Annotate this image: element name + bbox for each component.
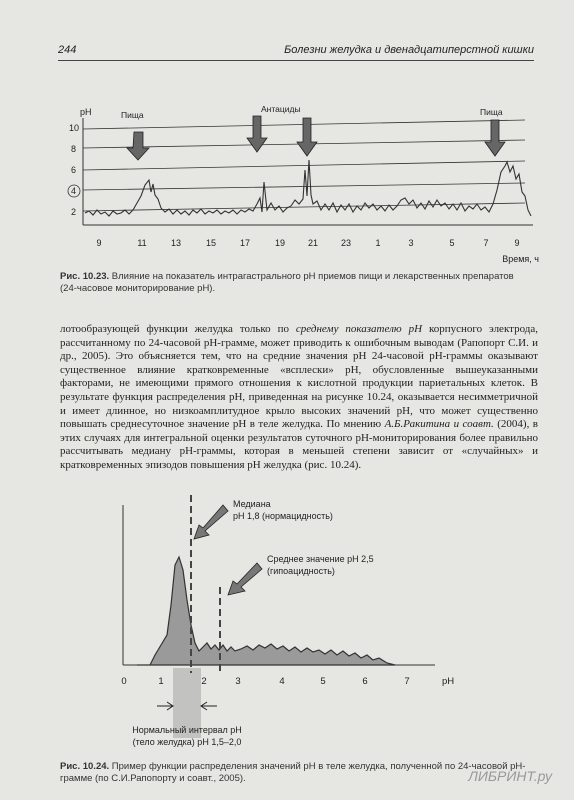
median-label-1: Медиана — [233, 499, 271, 509]
median-label-2: pH 1,8 (нормацидность) — [233, 511, 333, 521]
y-tick-2: 2 — [71, 207, 77, 217]
y-tick-4: 4 — [71, 186, 77, 196]
interval-label-2: (тело желудка) pH 1,5–2,0 — [132, 737, 242, 747]
food-arrow-1 — [127, 132, 149, 160]
figure1-caption-text: Влияние на показатель интрагастрального pH приемов пищи и лекарственных препаратов (24-часовое мониторирование pH). — [60, 271, 514, 294]
event-label-antacids: Антациды — [261, 104, 301, 114]
x-tick: 13 — [170, 238, 182, 248]
food-arrow-2 — [485, 120, 505, 156]
paragraph-text: корпусного электрода, рассчитанному по 24-часовой pH-грамме, может приводить к ошибочным выводам (Рапопорт С.И. и др., 2005). Это объясняется тем, что на средние значения pH 24-часовой pH-граммы оказывают существенное влияние кратковременные «всплески» pH, обусловленные вышеуказанными факторами, не имеющими прямого отношения к кислотной продукции париетальных клеток. В результате функция распределения pH, приведенная на рисунке 10.24, оказывается несимметричной и имеет длинное, но низкоамплитудное крыло высоких значений pH, что может существенно повышать среднесуточное значение pH в теле желудка. По мнению — [60, 323, 538, 431]
interval-arrow-right — [201, 702, 217, 710]
x-tick: 1 — [375, 238, 381, 248]
x-tick: 7 — [483, 238, 489, 248]
x-tick: 6 — [362, 676, 368, 687]
x-tick: 7 — [404, 676, 410, 687]
event-label-food-1: Пища — [121, 110, 144, 120]
y-tick-10: 10 — [69, 123, 80, 133]
x-tick: 17 — [239, 238, 251, 248]
x-axis-label: pH — [442, 676, 455, 687]
antacid-arrow-2 — [297, 118, 317, 156]
x-tick: 9 — [96, 238, 102, 248]
x-tick: 15 — [205, 238, 217, 248]
interval-label-1: Нормальный интервал pH — [132, 725, 242, 735]
running-header — [58, 42, 534, 61]
x-tick: 5 — [449, 238, 455, 248]
figure2-caption-label: Рис. 10.24. — [60, 761, 110, 772]
body-paragraph — [60, 323, 538, 473]
x-tick: 5 — [320, 676, 326, 687]
page-number: 244 — [58, 44, 77, 56]
x-tick: 2 — [201, 676, 207, 687]
x-tick: 23 — [340, 238, 352, 248]
x-tick: 9 — [514, 238, 520, 248]
mean-label-2: (гипоацидность) — [267, 566, 335, 576]
x-tick: 1 — [158, 676, 164, 687]
figure1-caption — [60, 271, 530, 295]
paragraph-emphasis: А.Б.Ракитина и соавт. — [384, 418, 494, 431]
y-tick-6: 6 — [71, 165, 77, 175]
paragraph-text: лотообразующей функции желудка только по — [60, 323, 296, 335]
watermark: ЛИБРИНТ.ру — [468, 768, 552, 784]
figure-ph-distribution — [95, 495, 475, 757]
antacid-arrow-1 — [247, 116, 267, 152]
x-tick: 0 — [121, 676, 127, 687]
paragraph-emphasis: среднему показателю pH — [295, 323, 423, 335]
y-tick-8: 8 — [71, 144, 77, 154]
x-tick: 4 — [279, 676, 285, 687]
x-tick: 3 — [235, 676, 241, 687]
figure-ph-monitoring — [55, 100, 545, 270]
mean-arrow — [228, 563, 262, 595]
median-arrow — [194, 505, 228, 539]
interval-arrow-left — [157, 702, 173, 710]
x-axis-label: Время, ч — [502, 254, 539, 264]
distribution-curve — [137, 557, 395, 665]
x-tick: 21 — [307, 238, 319, 248]
event-label-food-2: Пища — [480, 107, 503, 117]
x-tick: 3 — [408, 238, 414, 248]
mean-label-1: Среднее значение pH 2,5 — [267, 554, 374, 564]
figure2-caption-text: Пример функции распределения значений pH в теле желудка, полученной по 24-часовой pH-грамме (по С.И.Рапопорту и соавт., 2005). — [60, 761, 526, 784]
figure1-caption-label: Рис. 10.23. — [60, 271, 110, 282]
running-title: Болезни желудка и двенадцатиперстной кишки — [284, 44, 534, 56]
paragraph-text: (2004), в этих случаях для интегральной оценки результатов суточного pH-мониторирования более правильно рассчитывать медиану pH-граммы, которая в меньшей степени зависит от «случайных» и кратковременных эпизодов повышения pH желудка (рис. 10.24). — [60, 418, 538, 471]
x-tick: 19 — [274, 238, 286, 248]
x-tick: 11 — [137, 238, 147, 248]
y-axis-label: pH — [80, 107, 92, 117]
